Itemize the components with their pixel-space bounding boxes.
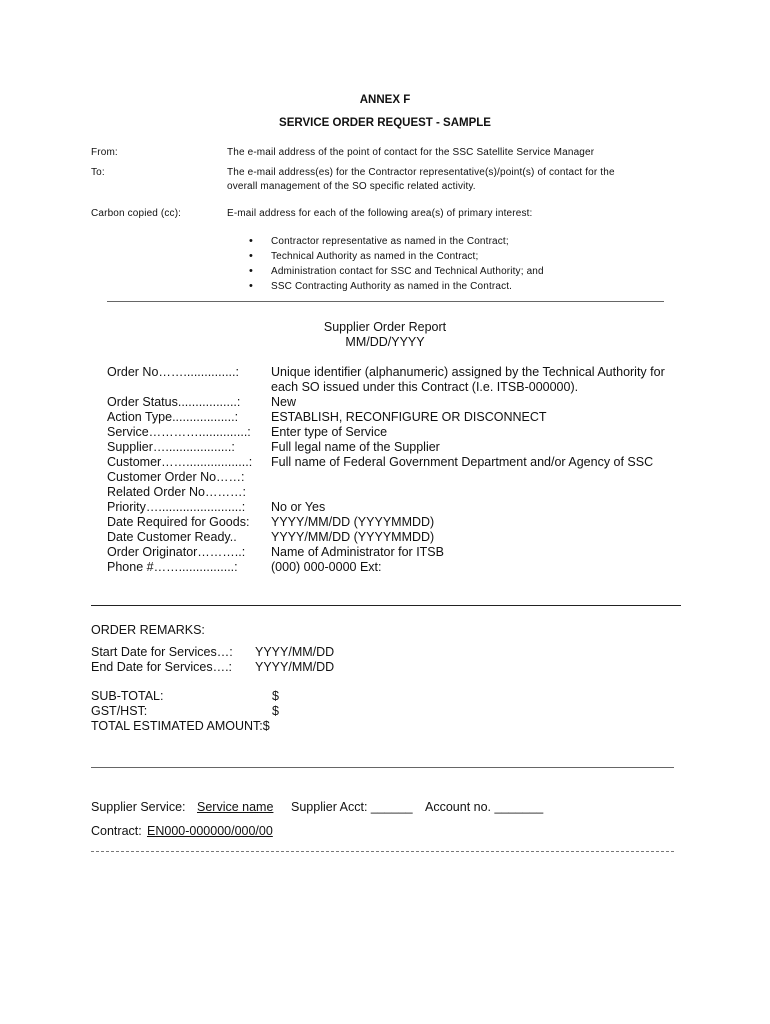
- field-value-priority: No or Yes: [271, 500, 326, 514]
- report-title: Supplier Order Report: [323, 320, 447, 334]
- from-value: The e-mail address of the point of contact for the SSC Satellite Service Manager: [227, 147, 595, 158]
- end-date-value: YYYY/MM/DD: [255, 660, 335, 674]
- field-label-order-no: Order No……...............:: [107, 365, 239, 379]
- cc-bullet-list: [249, 234, 544, 294]
- remarks-heading: ORDER REMARKS:: [91, 623, 205, 637]
- subtotal-label: SUB-TOTAL:: [91, 689, 164, 703]
- subtotal-value: $: [272, 689, 279, 703]
- start-date-label: Start Date for Services…:: [91, 645, 233, 659]
- field-label-date-customer-ready: Date Customer Ready..: [107, 530, 237, 544]
- supplier-acct: Supplier Acct: ______: [291, 800, 413, 814]
- field-value-service: Enter type of Service: [271, 425, 388, 439]
- field-label-service: Service…………..............:: [107, 425, 251, 439]
- section-divider: [91, 605, 681, 606]
- field-label-order-originator: Order Originator………..:: [107, 545, 246, 559]
- field-value-date-customer-ready: YYYY/MM/DD (YYYYMMDD): [271, 530, 435, 544]
- total-amount: TOTAL ESTIMATED AMOUNT:$: [91, 719, 270, 733]
- to-value-line2: overall management of the SO specific related activity.: [227, 181, 476, 192]
- separator-line: [91, 767, 674, 768]
- report-date: MM/DD/YYYY: [345, 335, 425, 349]
- to-value-line1: The e-mail address(es) for the Contractor representative(s)/point(s) of contact for the: [227, 167, 615, 178]
- field-label-action-type: Action Type..................:: [107, 410, 239, 424]
- field-value-supplier: Full legal name of the Supplier: [271, 440, 440, 454]
- supplier-service-label: Supplier Service:: [91, 800, 186, 814]
- field-label-customer: Customer……..................:: [107, 455, 253, 469]
- field-value-order-status: New: [271, 395, 297, 409]
- field-value-order-no-cont: each SO issued under this Contract (I.e. ITSB-000000).: [271, 380, 579, 394]
- list-item: • SSC Contracting Authority as named in the Contract.: [249, 279, 544, 294]
- document-title: SERVICE ORDER REQUEST - SAMPLE: [279, 117, 491, 129]
- field-label-related-order-no: Related Order No………:: [107, 485, 246, 499]
- field-value-action-type: ESTABLISH, RECONFIGURE OR DISCONNECT: [271, 410, 547, 424]
- field-label-phone: Phone #……................:: [107, 560, 238, 574]
- field-value-order-no: Unique identifier (alphanumeric) assigned by the Technical Authority for: [271, 365, 665, 379]
- contract-label: Contract:: [91, 824, 142, 838]
- end-date-label: End Date for Services….:: [91, 660, 233, 674]
- cc-value: E-mail address for each of the following area(s) of primary interest:: [227, 208, 533, 219]
- account-no: Account no. _______: [425, 800, 544, 814]
- separator-line: [107, 301, 664, 302]
- cc-label: Carbon copied (cc):: [91, 208, 182, 219]
- field-value-order-originator: Name of Administrator for ITSB: [271, 545, 444, 559]
- dashed-separator: [91, 851, 674, 852]
- to-label: To:: [91, 167, 105, 178]
- field-label-priority: Priority…........................:: [107, 500, 246, 514]
- supplier-service-value: Service name: [197, 800, 274, 814]
- field-value-customer: Full name of Federal Government Department and/or Agency of SSC: [271, 455, 654, 469]
- contract-value: EN000-000000/000/00: [147, 824, 273, 838]
- field-value-phone: (000) 000-0000 Ext:: [271, 560, 382, 574]
- start-date-value: YYYY/MM/DD: [255, 645, 335, 659]
- field-label-order-status: Order Status.................:: [107, 395, 241, 409]
- from-label: From:: [91, 147, 118, 158]
- field-label-date-required: Date Required for Goods:: [107, 515, 250, 529]
- list-item: • Administration contact for SSC and Technical Authority; and: [249, 264, 544, 279]
- field-value-date-required: YYYY/MM/DD (YYYYMMDD): [271, 515, 435, 529]
- annex-heading: ANNEX F: [359, 94, 411, 106]
- field-label-supplier: Supplier…...................:: [107, 440, 235, 454]
- field-label-customer-order-no: Customer Order No……:: [107, 470, 245, 484]
- list-item: • Technical Authority as named in the Contract;: [249, 249, 544, 264]
- gst-label: GST/HST:: [91, 704, 148, 718]
- gst-value: $: [272, 704, 279, 718]
- list-item: • Contractor representative as named in the Contract;: [249, 234, 544, 249]
